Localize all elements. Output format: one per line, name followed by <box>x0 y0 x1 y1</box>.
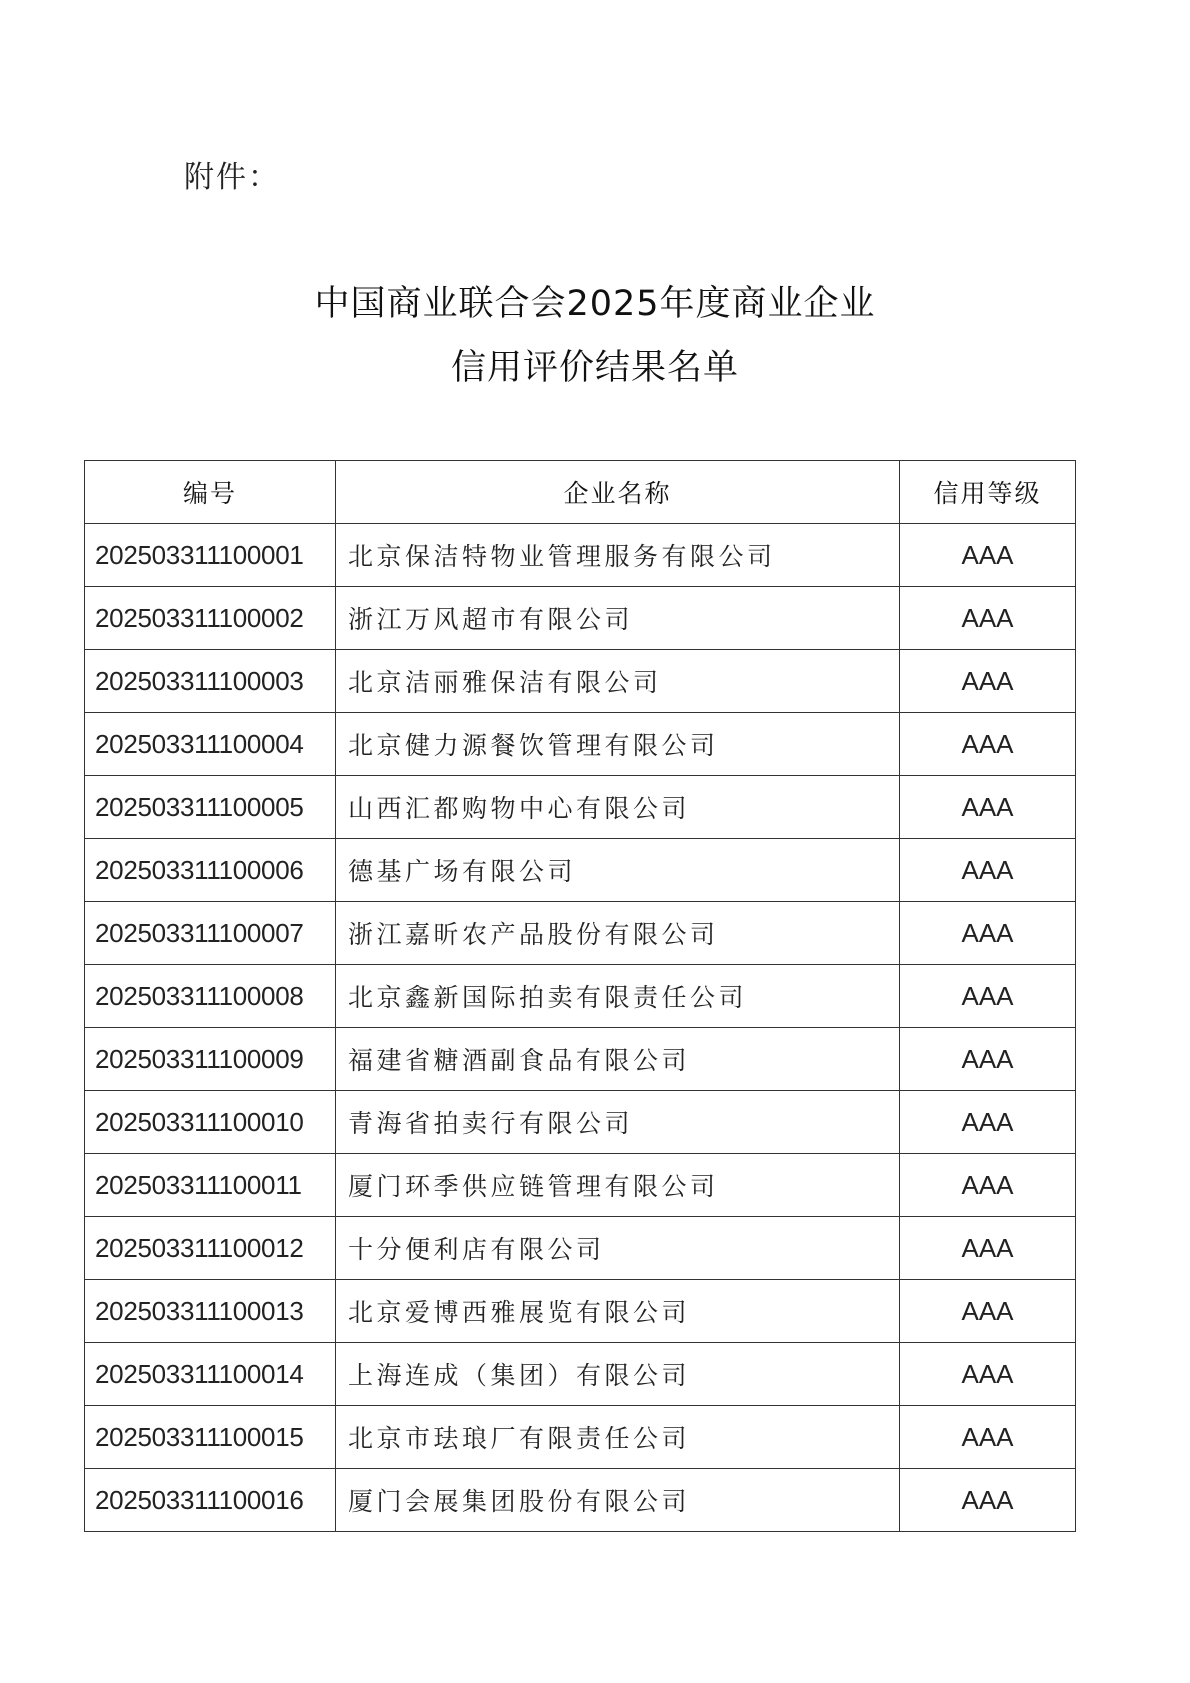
row-company-name: 北京爱博西雅展览有限公司 <box>336 1280 900 1343</box>
row-company-name: 福建省糖酒副食品有限公司 <box>336 1028 900 1091</box>
table-row <box>85 902 1076 965</box>
table-row <box>85 965 1076 1028</box>
table-row <box>85 650 1076 713</box>
table-row <box>85 1469 1076 1532</box>
credit-rating-table <box>84 460 1076 1532</box>
row-credit-grade: AAA <box>900 1280 1076 1343</box>
row-credit-grade: AAA <box>900 1406 1076 1469</box>
row-id: 202503311100007 <box>85 902 336 965</box>
row-id: 202503311100005 <box>85 776 336 839</box>
row-company-name: 德基广场有限公司 <box>336 839 900 902</box>
table-row <box>85 839 1076 902</box>
table-row <box>85 713 1076 776</box>
header-credit-grade: 信用等级 <box>900 461 1076 524</box>
header-id: 编号 <box>85 461 336 524</box>
row-id: 202503311100006 <box>85 839 336 902</box>
row-id: 202503311100008 <box>85 965 336 1028</box>
table-row <box>85 1406 1076 1469</box>
row-company-name: 厦门会展集团股份有限公司 <box>336 1469 900 1532</box>
table-row <box>85 1343 1076 1406</box>
row-id: 202503311100016 <box>85 1469 336 1532</box>
row-credit-grade: AAA <box>900 524 1076 587</box>
row-company-name: 北京保洁特物业管理服务有限公司 <box>336 524 900 587</box>
row-company-name: 十分便利店有限公司 <box>336 1217 900 1280</box>
row-id: 202503311100015 <box>85 1406 336 1469</box>
title-line-1: 中国商业联合会2025年度商业企业 <box>314 284 876 324</box>
table-row <box>85 776 1076 839</box>
row-id: 202503311100012 <box>85 1217 336 1280</box>
title-line-2: 信用评价结果名单 <box>450 348 739 388</box>
row-id: 202503311100001 <box>85 524 336 587</box>
table-row <box>85 1280 1076 1343</box>
table-row <box>85 1028 1076 1091</box>
row-company-name: 北京洁丽雅保洁有限公司 <box>336 650 900 713</box>
table-header-row <box>85 461 1076 524</box>
row-id: 202503311100009 <box>85 1028 336 1091</box>
row-credit-grade: AAA <box>900 713 1076 776</box>
row-company-name: 青海省拍卖行有限公司 <box>336 1091 900 1154</box>
row-credit-grade: AAA <box>900 1028 1076 1091</box>
row-id: 202503311100014 <box>85 1343 336 1406</box>
row-company-name: 北京健力源餐饮管理有限公司 <box>336 713 900 776</box>
row-id: 202503311100002 <box>85 587 336 650</box>
row-credit-grade: AAA <box>900 1343 1076 1406</box>
row-credit-grade: AAA <box>900 587 1076 650</box>
row-company-name: 上海连成（集团）有限公司 <box>336 1343 900 1406</box>
row-credit-grade: AAA <box>900 839 1076 902</box>
row-company-name: 山西汇都购物中心有限公司 <box>336 776 900 839</box>
row-id: 202503311100010 <box>85 1091 336 1154</box>
row-credit-grade: AAA <box>900 902 1076 965</box>
attachment-label: 附件： <box>184 160 280 195</box>
row-company-name: 北京市珐琅厂有限责任公司 <box>336 1406 900 1469</box>
table-row <box>85 1217 1076 1280</box>
row-credit-grade: AAA <box>900 965 1076 1028</box>
row-id: 202503311100003 <box>85 650 336 713</box>
row-credit-grade: AAA <box>900 650 1076 713</box>
table-row <box>85 524 1076 587</box>
row-credit-grade: AAA <box>900 1469 1076 1532</box>
row-company-name: 厦门环季供应链管理有限公司 <box>336 1154 900 1217</box>
row-credit-grade: AAA <box>900 1217 1076 1280</box>
row-id: 202503311100004 <box>85 713 336 776</box>
table-row <box>85 587 1076 650</box>
row-credit-grade: AAA <box>900 1091 1076 1154</box>
row-company-name: 浙江嘉昕农产品股份有限公司 <box>336 902 900 965</box>
header-company-name: 企业名称 <box>336 461 900 524</box>
row-credit-grade: AAA <box>900 776 1076 839</box>
row-credit-grade: AAA <box>900 1154 1076 1217</box>
row-company-name: 北京鑫新国际拍卖有限责任公司 <box>336 965 900 1028</box>
table-row <box>85 1154 1076 1217</box>
row-id: 202503311100013 <box>85 1280 336 1343</box>
row-id: 202503311100011 <box>85 1154 336 1217</box>
document-title <box>0 272 1190 400</box>
table-row <box>85 1091 1076 1154</box>
row-company-name: 浙江万风超市有限公司 <box>336 587 900 650</box>
